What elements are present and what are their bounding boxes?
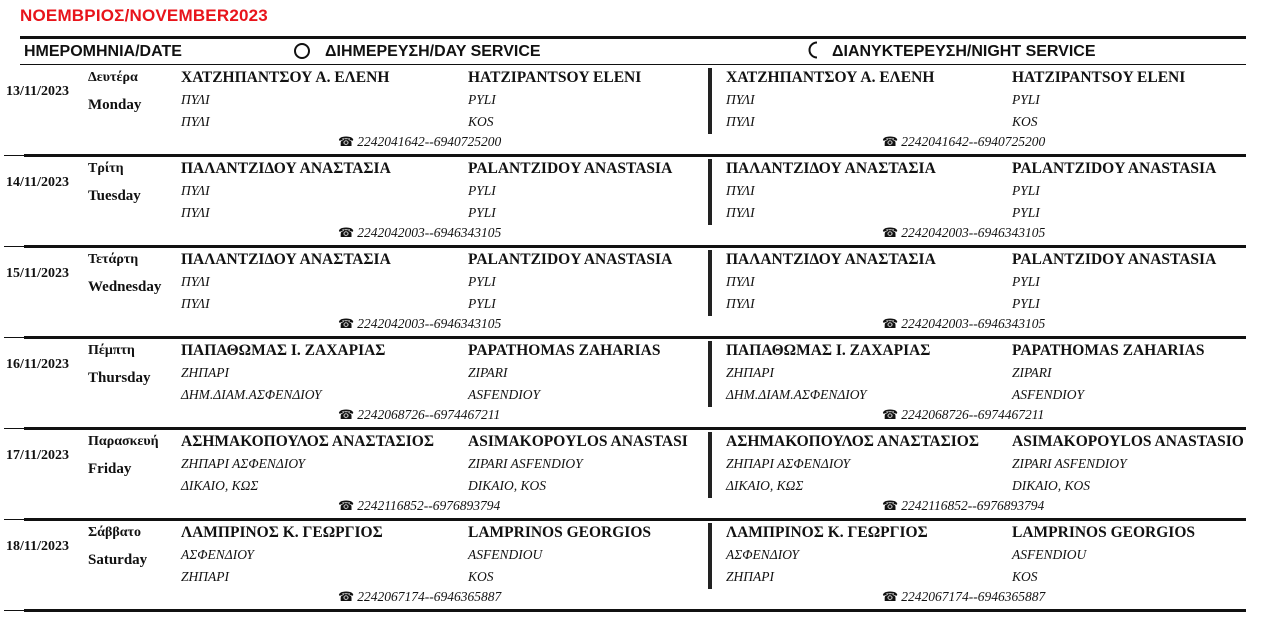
phone-number: 2242068726--6974467211 <box>357 407 501 422</box>
night-pharmacist-name-english: LAMPRINOS GEORGIOS <box>1012 524 1196 541</box>
day-address-greek-line2: ΖΗΠΑΡΙ <box>181 569 229 584</box>
night-address-greek-line2: ΠΥΛΙ <box>726 296 755 311</box>
row-date: 13/11/2023 <box>6 84 70 99</box>
telephone-icon: ☎ <box>338 589 355 604</box>
night-phone <box>882 589 1045 605</box>
row-separator <box>24 609 1246 612</box>
column-divider <box>708 250 712 316</box>
night-address-english-line2: DIKAIO, KOS <box>1012 478 1090 493</box>
weekday-english: Friday <box>88 461 132 477</box>
day-address-english-line1: ZIPARI ASFENDIOY <box>468 456 583 471</box>
day-address-english-line2: DIKAIO, KOS <box>468 478 546 493</box>
header-night-service: ΔΙΑΝΥΚΤΕΡΕΥΣΗ/NIGHT SERVICE <box>832 43 1096 60</box>
telephone-icon: ☎ <box>882 225 899 240</box>
table-row <box>0 157 1268 248</box>
phone-number: 2242116852--6976893794 <box>901 498 1045 513</box>
night-address-greek-line2: ΔΙΚΑΙΟ, ΚΩΣ <box>726 478 804 493</box>
phone-number: 2242041642--6940725200 <box>901 134 1046 149</box>
header-day-service: ΔΙΗΜΕΡΕΥΣΗ/DAY SERVICE <box>325 43 541 60</box>
day-address-greek-line2: ΔΗΜ.ΔΙΑΜ.ΑΣΦΕΝΔΙΟΥ <box>181 387 322 402</box>
night-phone <box>882 225 1045 241</box>
day-pharmacist-name-english: LAMPRINOS GEORGIOS <box>468 524 652 541</box>
day-pharmacist-name-english: PALANTZIDOY ANASTASIA <box>468 251 673 268</box>
night-address-english-line2: KOS <box>1012 569 1038 584</box>
day-address-greek-line1: ΠΥΛΙ <box>181 92 210 107</box>
column-divider <box>708 432 712 498</box>
night-address-greek-line1: ΠΥΛΙ <box>726 183 755 198</box>
day-pharmacist-name-english: PALANTZIDOY ANASTASIA <box>468 160 673 177</box>
night-pharmacist-name-greek: ΛΑΜΠΡΙΝΟΣ Κ. ΓΕΩΡΓΙΟΣ <box>726 524 928 541</box>
phone-number: 2242042003--6946343105 <box>901 225 1046 240</box>
telephone-icon: ☎ <box>338 316 355 331</box>
night-address-english-line1: ZIPARI ASFENDIOY <box>1012 456 1127 471</box>
row-date: 17/11/2023 <box>6 448 70 463</box>
day-phone <box>338 589 501 605</box>
telephone-icon: ☎ <box>882 589 899 604</box>
day-address-english-line1: ASFENDIOU <box>468 547 543 562</box>
day-address-greek-line2: ΠΥΛΙ <box>181 296 210 311</box>
day-pharmacist-name-greek: ΛΑΜΠΡΙΝΟΣ Κ. ΓΕΩΡΓΙΟΣ <box>181 524 383 541</box>
day-pharmacist-name-greek: ΑΣΗΜΑΚΟΠΟΥΛΟΣ ΑΝΑΣΤΑΣΙΟΣ <box>181 433 435 450</box>
night-pharmacist-name-greek: ΠΑΛΑΝΤΖΙΔΟΥ ΑΝΑΣΤΑΣΙΑ <box>726 160 936 177</box>
night-phone <box>882 498 1044 514</box>
night-address-greek-line1: ΖΗΠΑΡΙ ΑΣΦΕΝΔΙΟΥ <box>726 456 851 471</box>
night-address-english-line1: ASFENDIOU <box>1012 547 1087 562</box>
day-phone <box>338 134 501 150</box>
day-address-greek-line1: ΖΗΠΑΡΙ ΑΣΦΕΝΔΙΟΥ <box>181 456 306 471</box>
day-address-greek-line1: ΖΗΠΑΡΙ <box>181 365 229 380</box>
night-address-english-line2: KOS <box>1012 114 1038 129</box>
night-pharmacist-name-english: PALANTZIDOY ANASTASIA <box>1012 251 1217 268</box>
weekday-greek: Δευτέρα <box>88 70 138 85</box>
night-address-greek-line1: ΑΣΦΕΝΔΙΟΥ <box>726 547 799 562</box>
weekday-greek: Σάββατο <box>88 525 141 540</box>
day-phone <box>338 316 501 332</box>
weekday-english: Tuesday <box>88 188 141 204</box>
day-address-english-line2: KOS <box>468 114 494 129</box>
row-separator-thin <box>4 610 24 611</box>
row-date: 14/11/2023 <box>6 175 70 190</box>
night-address-english-line1: PYLI <box>1012 274 1040 289</box>
day-address-greek-line2: ΔΙΚΑΙΟ, ΚΩΣ <box>181 478 259 493</box>
night-address-english-line1: PYLI <box>1012 92 1040 107</box>
telephone-icon: ☎ <box>882 134 899 149</box>
night-phone <box>882 407 1044 423</box>
row-date: 15/11/2023 <box>6 266 70 281</box>
phone-number: 2242068726--6974467211 <box>901 407 1045 422</box>
night-address-greek-line2: ΠΥΛΙ <box>726 205 755 220</box>
table-row <box>0 248 1268 339</box>
row-date: 16/11/2023 <box>6 357 70 372</box>
weekday-greek: Παρασκευή <box>88 434 159 449</box>
table-header <box>20 40 1246 64</box>
row-separator-thin <box>4 155 24 156</box>
night-address-greek-line1: ΠΥΛΙ <box>726 92 755 107</box>
telephone-icon: ☎ <box>882 407 899 422</box>
day-pharmacist-name-english: HATZIPANTSOY ELENI <box>468 69 642 86</box>
day-pharmacist-name-english: PAPATHOMAS ZAHARIAS <box>468 342 661 359</box>
weekday-greek: Τρίτη <box>88 161 124 176</box>
phone-number: 2242042003--6946343105 <box>357 225 502 240</box>
night-address-greek-line2: ΖΗΠΑΡΙ <box>726 569 774 584</box>
day-address-greek-line2: ΠΥΛΙ <box>181 114 210 129</box>
night-pharmacist-name-english: PAPATHOMAS ZAHARIAS <box>1012 342 1205 359</box>
day-phone <box>338 498 500 514</box>
night-pharmacist-name-greek: ΠΑΠΑΘΩΜΑΣ Ι. ΖΑΧΑΡΙΑΣ <box>726 342 931 359</box>
day-pharmacist-name-greek: ΠΑΛΑΝΤΖΙΔΟΥ ΑΝΑΣΤΑΣΙΑ <box>181 251 391 268</box>
day-address-english-line2: PYLI <box>468 296 496 311</box>
header-bottom-rule <box>20 64 1246 65</box>
night-address-english-line2: ASFENDIOY <box>1012 387 1084 402</box>
day-address-english-line2: ASFENDIOY <box>468 387 540 402</box>
day-address-english-line2: PYLI <box>468 205 496 220</box>
table-row <box>0 66 1268 157</box>
day-pharmacist-name-greek: ΧΑΤΖΗΠΑΝΤΣΟΥ Α. ΕΛΕΝΗ <box>181 69 390 86</box>
table-row <box>0 521 1268 612</box>
row-separator-thin <box>4 246 24 247</box>
sun-icon <box>294 43 310 59</box>
night-pharmacist-name-english: PALANTZIDOY ANASTASIA <box>1012 160 1217 177</box>
row-separator-thin <box>4 428 24 429</box>
day-address-english-line1: ZIPARI <box>468 365 508 380</box>
phone-number: 2242041642--6940725200 <box>357 134 502 149</box>
day-address-greek-line1: ΠΥΛΙ <box>181 183 210 198</box>
day-pharmacist-name-greek: ΠΑΛΑΝΤΖΙΔΟΥ ΑΝΑΣΤΑΣΙΑ <box>181 160 391 177</box>
header-date: ΗΜΕΡΟΜΗΝΙΑ/DATE <box>24 43 182 60</box>
night-phone <box>882 316 1045 332</box>
night-address-english-line1: ZIPARI <box>1012 365 1052 380</box>
phone-number: 2242042003--6946343105 <box>357 316 502 331</box>
page-title: ΝΟΕΜΒΡΙΟΣ/NOVEMBER2023 <box>20 6 268 25</box>
night-pharmacist-name-greek: ΑΣΗΜΑΚΟΠΟΥΛΟΣ ΑΝΑΣΤΑΣΙΟΣ <box>726 433 980 450</box>
column-divider <box>708 159 712 225</box>
weekday-greek: Τετάρτη <box>88 252 139 267</box>
telephone-icon: ☎ <box>338 134 355 149</box>
day-address-greek-line2: ΠΥΛΙ <box>181 205 210 220</box>
weekday-english: Wednesday <box>88 279 162 295</box>
weekday-english: Saturday <box>88 552 148 568</box>
night-address-english-line2: PYLI <box>1012 205 1040 220</box>
table-row <box>0 430 1268 521</box>
night-pharmacist-name-greek: ΧΑΤΖΗΠΑΝΤΣΟΥ Α. ΕΛΕΝΗ <box>726 69 935 86</box>
day-address-english-line2: KOS <box>468 569 494 584</box>
day-phone <box>338 225 501 241</box>
table-row <box>0 339 1268 430</box>
telephone-icon: ☎ <box>338 407 355 422</box>
row-date: 18/11/2023 <box>6 539 70 554</box>
day-address-english-line1: PYLI <box>468 274 496 289</box>
night-address-greek-line2: ΔΗΜ.ΔΙΑΜ.ΑΣΦΕΝΔΙΟΥ <box>726 387 867 402</box>
phone-number: 2242067174--6946365887 <box>357 589 502 604</box>
row-separator-thin <box>4 337 24 338</box>
night-pharmacist-name-english: HATZIPANTSOY ELENI <box>1012 69 1186 86</box>
day-pharmacist-name-greek: ΠΑΠΑΘΩΜΑΣ Ι. ΖΑΧΑΡΙΑΣ <box>181 342 386 359</box>
day-address-greek-line1: ΑΣΦΕΝΔΙΟΥ <box>181 547 254 562</box>
day-pharmacist-name-english: ASIMAKOPOYLOS ANASTASI <box>468 433 688 450</box>
moon-icon <box>806 41 824 59</box>
night-address-english-line1: PYLI <box>1012 183 1040 198</box>
column-divider <box>708 523 712 589</box>
header-top-rule <box>20 36 1246 39</box>
phone-number: 2242067174--6946365887 <box>901 589 1046 604</box>
night-address-greek-line1: ΖΗΠΑΡΙ <box>726 365 774 380</box>
column-divider <box>708 68 712 134</box>
telephone-icon: ☎ <box>882 498 899 513</box>
night-address-greek-line1: ΠΥΛΙ <box>726 274 755 289</box>
night-phone <box>882 134 1045 150</box>
weekday-english: Thursday <box>88 370 151 386</box>
day-address-english-line1: PYLI <box>468 183 496 198</box>
telephone-icon: ☎ <box>338 225 355 240</box>
weekday-english: Monday <box>88 97 142 113</box>
night-pharmacist-name-greek: ΠΑΛΑΝΤΖΙΔΟΥ ΑΝΑΣΤΑΣΙΑ <box>726 251 936 268</box>
row-separator-thin <box>4 519 24 520</box>
night-pharmacist-name-english: ASIMAKOPOYLOS ANASTASIO <box>1012 433 1244 450</box>
phone-number: 2242042003--6946343105 <box>901 316 1046 331</box>
day-phone <box>338 407 500 423</box>
night-address-greek-line2: ΠΥΛΙ <box>726 114 755 129</box>
day-address-english-line1: PYLI <box>468 92 496 107</box>
night-address-english-line2: PYLI <box>1012 296 1040 311</box>
telephone-icon: ☎ <box>338 498 355 513</box>
day-address-greek-line1: ΠΥΛΙ <box>181 274 210 289</box>
column-divider <box>708 341 712 407</box>
telephone-icon: ☎ <box>882 316 899 331</box>
phone-number: 2242116852--6976893794 <box>357 498 501 513</box>
weekday-greek: Πέμπτη <box>88 343 135 358</box>
